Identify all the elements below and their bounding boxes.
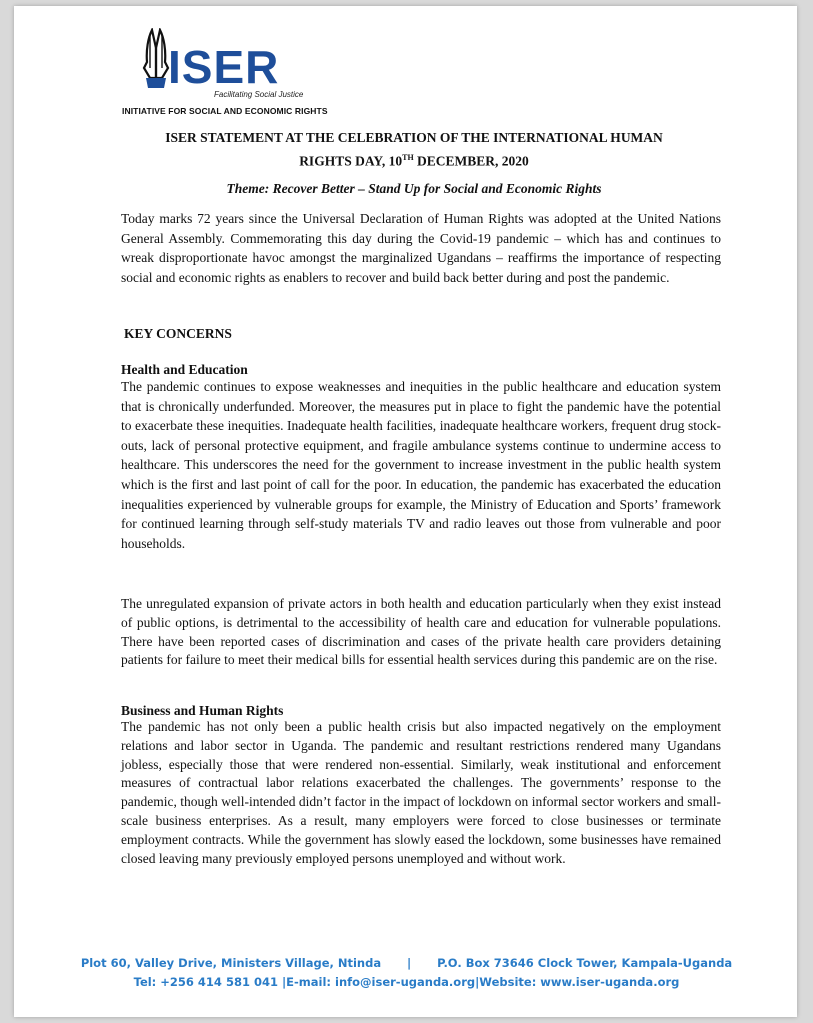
health-education-paragraph-1: The pandemic continues to expose weaknesses and inequities in the public healthcare and education system that is chronically underfunded. Moreover, the measures put in place to fight the pandemic have the potential to exacerbate these inequities. Inadequate health facilities, inadequate healthcare workers, frequent drug stock-outs, lack of personal protective equipment, and fragile ambulance systems continue to undermine access to healthcare. This underscores the need for the government to increase investment in the public health system which is the first and last point of call for the poor. In education, the pandemic has exacerbated the education inequalities experienced by vulnerable groups for example, the Ministry of Education and Sports’ framework for continued learning through self-study materials TV and radio leaves out those from vulnerable and poor households.	[121, 379, 721, 551]
document-theme: Theme: Recover Better – Stand Up for Social and Economic Rights	[226, 181, 602, 196]
document-page	[14, 6, 797, 1017]
key-concerns-heading: KEY CONCERNS	[124, 326, 232, 341]
footer-contact-line: Tel: +256 414 581 041 |E-mail: info@iser-uganda.org|Website: www.iser-uganda.org	[133, 975, 680, 989]
logo-tagline: Facilitating Social Justice	[214, 90, 304, 99]
footer-pobox: P.O. Box 73646 Clock Tower, Kampala-Uganda	[437, 956, 733, 970]
footer-separator: |	[407, 956, 412, 970]
footer-address: Plot 60, Valley Drive, Ministers Village, Ntinda	[80, 956, 382, 970]
title-line-1: ISER STATEMENT AT THE CELEBRATION OF THE INTERNATIONAL HUMAN	[165, 130, 663, 145]
logo-wordmark: ISER	[168, 41, 280, 93]
health-education-heading: Health and Education	[121, 362, 248, 377]
business-human-rights-heading: Business and Human Rights	[121, 703, 284, 718]
iser-logo	[122, 28, 352, 120]
organization-name: INITIATIVE FOR SOCIAL AND ECONOMIC RIGHTS	[122, 106, 328, 116]
business-human-rights-paragraph: The pandemic has not only been a public health crisis but also impacted negatively on the employment relations and labor sector in Uganda. The pandemic and resultant restrictions rendered many Ugandans jobless, especially those that were rendered non-essential. Similarly, weak institutional and enforcement measures of contractual labor relations exacerbated the challenges. The governments’ response to the pandemic, though well-intended didn’t factor in the impact of lockdown on informal sector workers and small-scale business enterprises. As a result, many employers were forced to close businesses or terminate employment contracts. While the government has slowly eased the lockdown, some businesses have remained closed leaving many previously employed persons unemployed and without work.	[121, 719, 721, 866]
footer-address-line	[0, 956, 813, 970]
title-line-2: RIGHTS DAY, 10TH DECEMBER, 2020	[299, 153, 529, 169]
document-title	[114, 128, 714, 172]
health-education-paragraph-2: The unregulated expansion of private actors in both health and education particularly when they exist instead of public options, is detrimental to the accessibility of health care and education for vulnerable populations. There have been reported cases of discrimination and cases of the private health care providers detaining patients for failure to meet their medical bills for essential health services during this pandemic are on the rise.	[121, 596, 721, 668]
intro-paragraph: Today marks 72 years since the Universal Declaration of Human Rights was adopted at the United Nations General Assembly. Commemorating this day during the Covid-19 pandemic – which has and continues to wreak disproportionate havoc amongst the marginalized Ugandans – reaffirms the importance of respecting social and economic rights as enablers to recover and build back better during and post the pandemic.	[121, 211, 721, 285]
